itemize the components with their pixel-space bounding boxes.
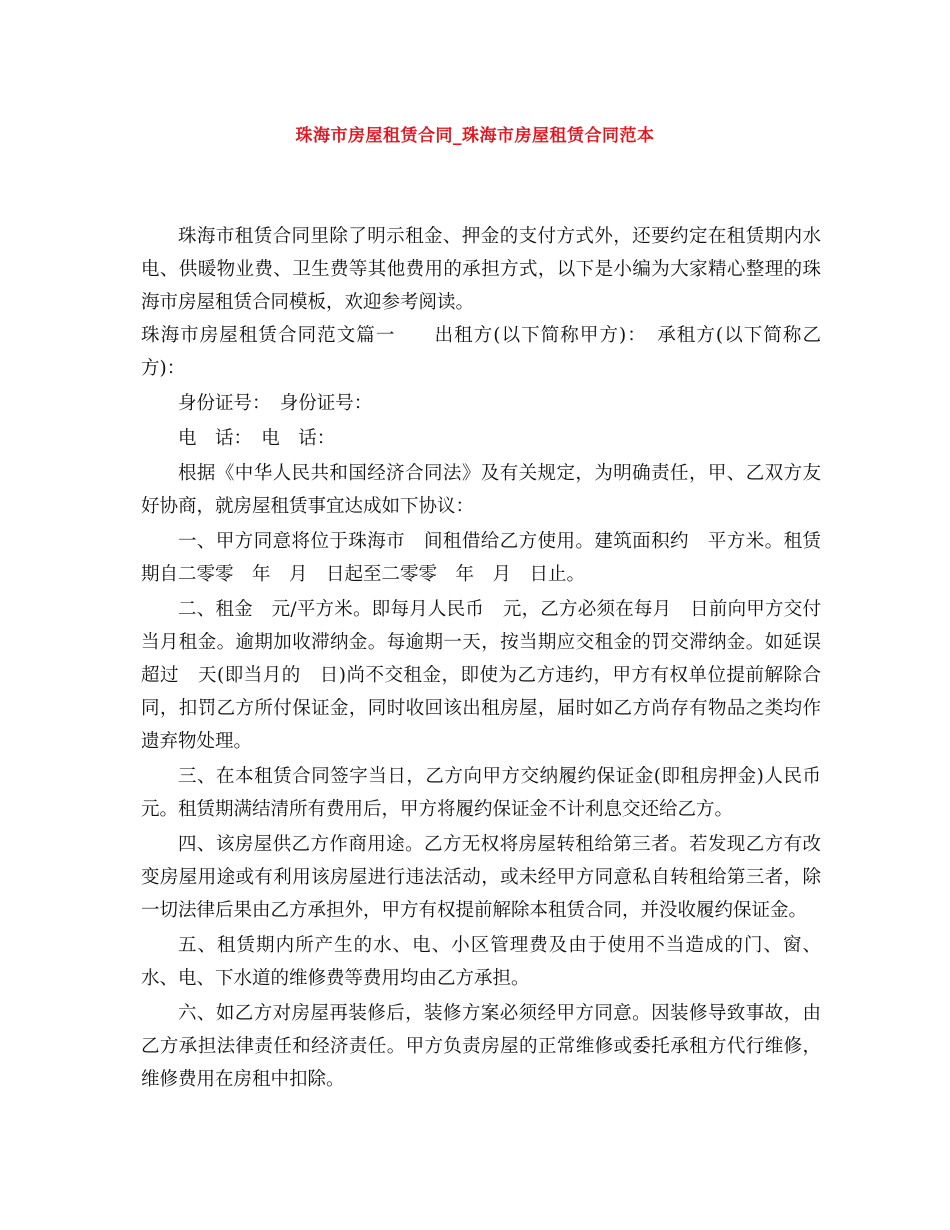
basis-paragraph: 根据《中华人民共和国经济合同法》及有关规定，为明确责任，甲、乙双方友好协商，就房屋租赁事宜达成如下协议： <box>141 463 821 517</box>
clause-2: 二、租金 元/平方米。即每月人民币 元，乙方必须在每月 日前向甲方交付当月租金。逾期加收滞纳金。每逾期一天，按当期应交租金的罚交滞纳金。如延误超过 天(即当月的 日)尚不交租金，即使为乙方违约，甲方有权单位提前解除合同，扣罚乙方所付保证金，同时收回该出租房屋，届时如乙方尚存有物品之类均作遗弃物处理。 <box>141 599 821 752</box>
clause-3: 三、在本租赁合同签字当日，乙方向甲方交纳履约保证金(即租房押金)人民币 元。租赁期满结清所有费用后，甲方将履约保证金不计利息交还给乙方。 <box>141 766 840 820</box>
id-number-line: 身份证号： 身份证号： <box>178 393 373 414</box>
intro-paragraph: 珠海市租赁合同里除了明示租金、押金的支付方式外，还要约定在租赁期内水电、供暖物业费、卫生费等其他费用的承担方式，以下是小编为大家精心整理的珠海市房屋租赁合同模板，欢迎参考阅读。 <box>141 226 821 313</box>
clause-5: 五、租赁期内所产生的水、电、小区管理费及由于使用不当造成的门、窗、水、电、下水道的维修费等费用均由乙方承担。 <box>141 935 821 989</box>
clause-1: 一、甲方同意将位于珠海市 间租借给乙方使用。建筑面积约 平方米。租赁期自二零零 年 月 日起至二零零 年 月 日止。 <box>141 531 821 585</box>
clause-6: 六、如乙方对房屋再装修后，装修方案必须经甲方同意。因装修导致事故，由乙方承担法律责任和经济责任。甲方负责房屋的正常维修或委托承租方代行维修，维修费用在房租中扣除。 <box>141 1003 821 1090</box>
document-title: 珠海市房屋租赁合同_珠海市房屋租赁合同范本 <box>295 126 655 146</box>
parties-line: 珠海市房屋租赁合同范文篇一 出租方(以下简称甲方)： 承租方(以下简称乙方)： <box>141 325 821 379</box>
clause-4: 四、该房屋供乙方作商用途。乙方无权将房屋转租给第三者。若发现乙方有改变房屋用途或有利用该房屋进行违法活动，或未经甲方同意私自转租给第三者，除一切法律后果由乙方承担外，甲方有权提前解除本租赁合同，并没收履约保证金。 <box>141 834 821 921</box>
phone-line: 电 话： 电 话： <box>178 428 336 449</box>
document-body <box>141 220 840 1096</box>
